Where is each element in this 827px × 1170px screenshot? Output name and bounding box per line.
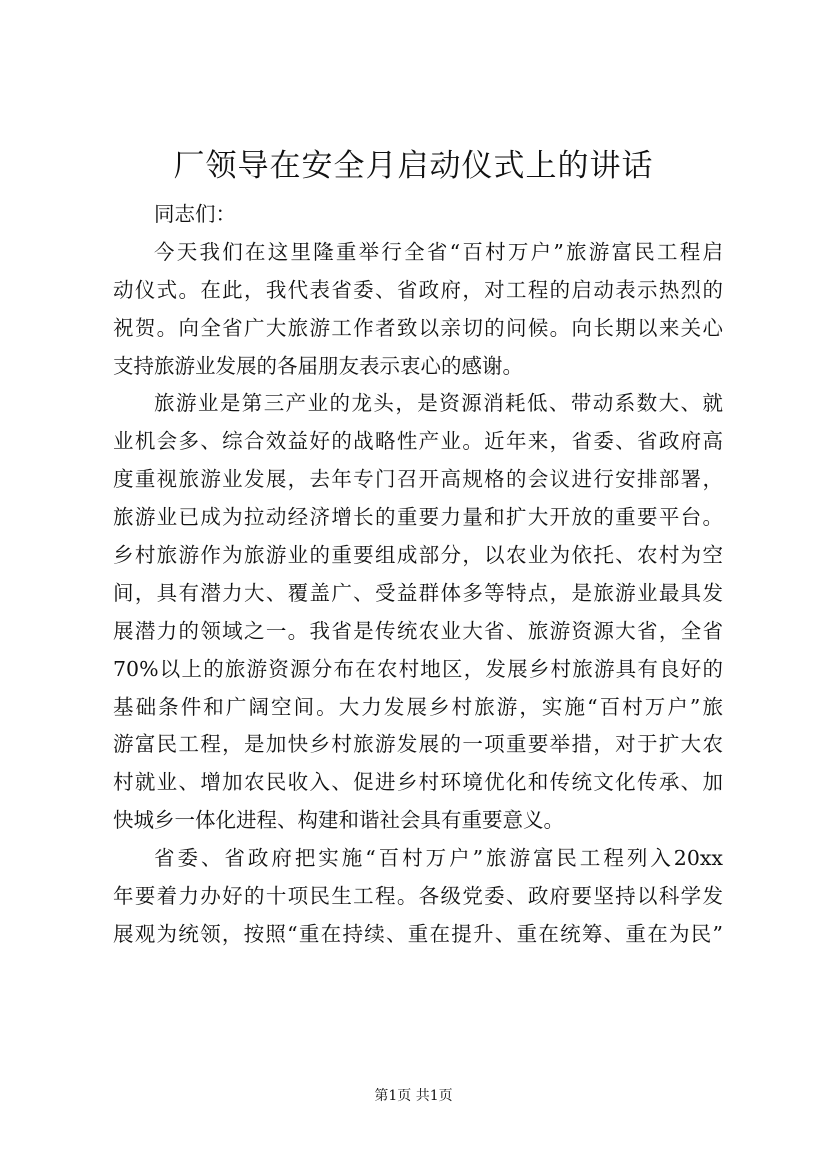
text-line: 年要着力办好的十项民生工程。各级党委、政府要坚持以科学发	[113, 884, 723, 909]
page-footer: 第1页 共1页	[374, 1088, 453, 1104]
paragraph-lines	[113, 234, 723, 954]
text-line: 展潜力的领域之一。我省是传统农业大省、旅游资源大省，全省	[113, 618, 723, 643]
text-line: 动仪式。在此，我代表省委、省政府，对工程的启动表示热烈的	[113, 277, 723, 302]
text-line: 业机会多、综合效益好的战略性产业。近年来，省委、省政府高	[113, 429, 723, 454]
text-line: 旅游业已成为拉动经济增长的重要力量和扩大开放的重要平台。	[113, 505, 723, 530]
text-line: 度重视旅游业发展，去年专门召开高规格的会议进行安排部署，	[113, 467, 723, 492]
salutation: 同志们：	[154, 202, 236, 226]
text-line: 省委、省政府把实施“百村万户”旅游富民工程列入20xx	[154, 846, 723, 871]
text-line: 今天我们在这里隆重举行全省“百村万户”旅游富民工程启	[154, 239, 723, 264]
text-line: 基础条件和广阔空间。大力发展乡村旅游，实施“百村万户”旅	[113, 694, 723, 719]
text-line: 旅游业是第三产业的龙头，是资源消耗低、带动系数大、就	[154, 391, 723, 416]
text-line: 支持旅游业发展的各届朋友表示衷心的感谢。	[113, 353, 523, 378]
text-line: 70%以上的旅游资源分布在农村地区，发展乡村旅游具有良好的	[113, 656, 723, 681]
text-line: 村就业、增加农民收入、促进乡村环境优化和传统文化传承、加	[113, 770, 723, 795]
text-line: 展观为统领，按照“重在持续、重在提升、重在统筹、重在为民”	[113, 921, 723, 946]
text-line: 祝贺。向全省广大旅游工作者致以亲切的问候。向长期以来关心	[113, 315, 723, 340]
text-line: 游富民工程，是加快乡村旅游发展的一项重要举措，对于扩大农	[113, 732, 723, 757]
text-line: 乡村旅游作为旅游业的重要组成部分，以农业为依托、农村为空	[113, 543, 723, 568]
text-line: 间，具有潜力大、覆盖广、受益群体多等特点，是旅游业最具发	[113, 580, 723, 605]
document-body	[113, 196, 723, 954]
document-title: 厂领导在安全月启动仪式上的讲话	[173, 148, 654, 184]
text-line: 快城乡一体化进程、构建和谐社会具有重要意义。	[113, 808, 564, 833]
